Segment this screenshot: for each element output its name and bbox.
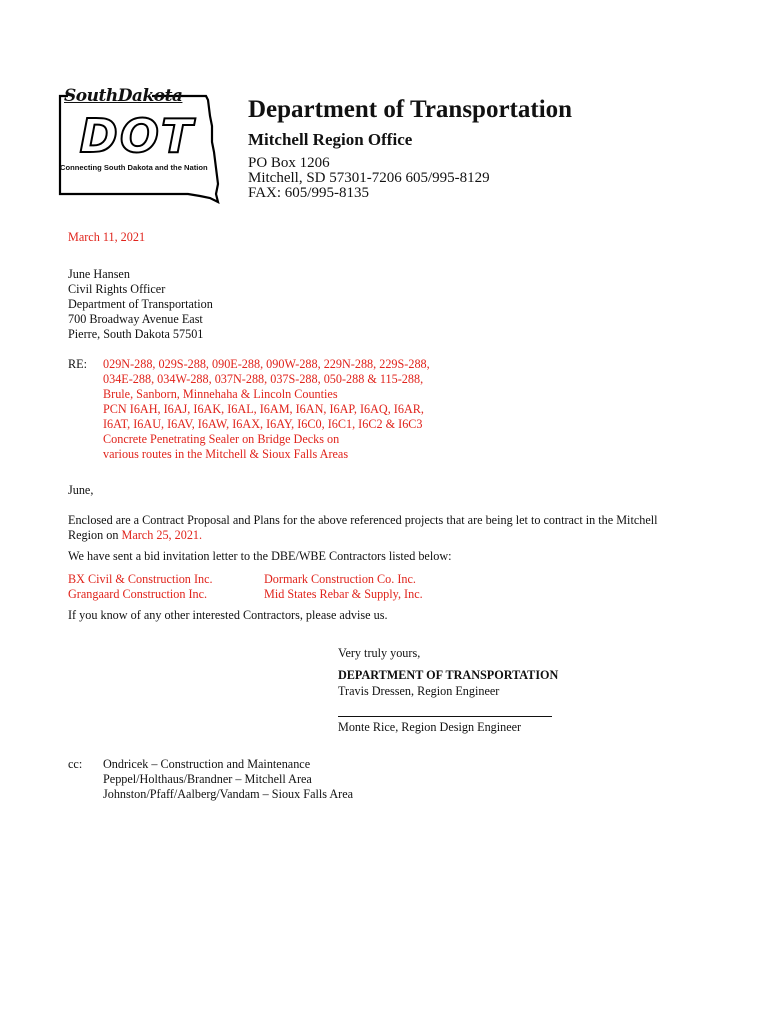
contractor-name: BX Civil & Construction Inc. [68, 572, 213, 586]
letter-date: March 11, 2021 [68, 230, 146, 244]
re-line: I6AT, I6AU, I6AV, I6AW, I6AX, I6AY, I6C0, I6C1, I6C2 & I6C3 [103, 417, 423, 431]
recipient-line: June Hansen [68, 267, 130, 281]
letting-date: March 25, 2021. [121, 528, 203, 542]
signer-name: Travis Dressen, Region Engineer [338, 684, 500, 698]
contractor-name: Dormark Construction Co. Inc. [264, 572, 416, 586]
valediction: Very truly yours, [338, 646, 421, 660]
body-text: Region on [68, 528, 122, 542]
re-line: Concrete Penetrating Sealer on Bridge Decks on [103, 432, 340, 446]
re-line: 034E-288, 034W-288, 037N-288, 037S-288, 050-288 & 115-288, [103, 372, 424, 386]
re-line: various routes in the Mitchell & Sioux Falls Areas [103, 447, 349, 461]
recipient-line: Civil Rights Officer [68, 282, 166, 296]
signer-name: Monte Rice, Region Design Engineer [338, 720, 522, 734]
re-label: RE: [68, 357, 87, 371]
re-line: 029N-288, 029S-288, 090E-288, 090W-288, 229N-288, 229S-288, [103, 357, 430, 371]
cc-line: Johnston/Pfaff/Aalberg/Vandam – Sioux Falls Area [103, 787, 354, 801]
salutation: June, [68, 483, 94, 497]
address-line: FAX: 605/995-8135 [248, 185, 369, 201]
cc-label: cc: [68, 757, 83, 771]
re-line: Brule, Sanborn, Minnehaha & Lincoln Counties [103, 387, 338, 401]
office-name: Mitchell Region Office [248, 130, 413, 149]
signature-line [338, 716, 552, 717]
logo-tagline: Connecting South Dakota and the Nation [60, 163, 208, 172]
address-line: Mitchell, SD 57301-7206 605/995-8129 [248, 170, 490, 186]
body-paragraph-line: Enclosed are a Contract Proposal and Plans for the above referenced projects that are being let to contract in the Mitchell [68, 513, 658, 527]
recipient-line: 700 Broadway Avenue East [68, 312, 203, 326]
body-paragraph-line [68, 528, 202, 543]
body-paragraph: We have sent a bid invitation letter to the DBE/WBE Contractors listed below: [68, 549, 452, 563]
closing-org: DEPARTMENT OF TRANSPORTATION [338, 668, 559, 682]
recipient-line: Department of Transportation [68, 297, 213, 311]
address-line: PO Box 1206 [248, 155, 330, 171]
logo-dot-text: DOT [79, 109, 195, 163]
contractor-name: Grangaard Construction Inc. [68, 587, 208, 601]
contractor-name: Mid States Rebar & Supply, Inc. [264, 587, 423, 601]
cc-line: Ondricek – Construction and Maintenance [103, 757, 311, 771]
department-title: Department of Transportation [248, 96, 573, 123]
body-paragraph: If you know of any other interested Contractors, please advise us. [68, 608, 388, 622]
re-line: PCN I6AH, I6AJ, I6AK, I6AL, I6AM, I6AN, I6AP, I6AQ, I6AR, [103, 402, 424, 416]
recipient-line: Pierre, South Dakota 57501 [68, 327, 204, 341]
cc-line: Peppel/Holthaus/Brandner – Mitchell Area [103, 772, 312, 786]
logo-script-text: SouthDakota [64, 86, 183, 106]
